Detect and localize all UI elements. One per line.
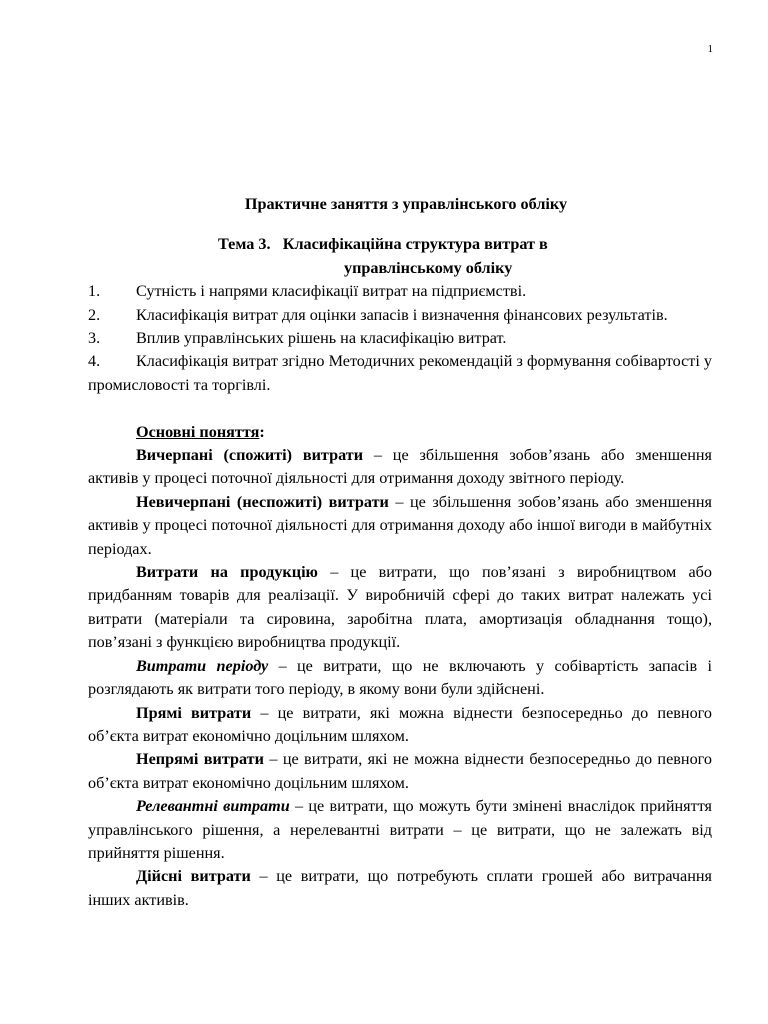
question-item — [88, 304, 712, 327]
question-number: 4. — [88, 352, 101, 371]
definition-term: Вичерпані (спожиті) витрати — [136, 446, 364, 465]
definition-paragraph — [88, 795, 712, 865]
question-text: Класифікація витрат згідно Методичних рекомендацій з формування собівартості у промисловості та торгівлі. — [88, 352, 712, 394]
definition-paragraph — [88, 561, 712, 655]
question-number: 3. — [88, 329, 101, 348]
definition-text: – це витрати, які не можна віднести безпосередньо до певного об’єкта витрат економічно доцільним шляхом. — [88, 750, 712, 792]
definition-paragraph — [88, 748, 712, 795]
concepts-heading-colon: : — [259, 422, 265, 441]
topic-title-line-2: управлінському обліку — [344, 258, 513, 277]
definition-term: Прямі витрати — [136, 703, 252, 722]
definition-text: – це витрати, які можна віднести безпосередньо до певного об’єкта витрат економічно доцільним шляхом. — [88, 703, 712, 745]
definition-term: Витрати періоду — [136, 656, 269, 675]
definition-term: Непрямі витрати — [136, 750, 264, 769]
topic-title-line-1: Тема 3. Класифікаційна структура витрат в — [218, 235, 548, 254]
question-text: Вплив управлінських рішень на класифікацію витрат. — [136, 329, 507, 348]
page-title: Практичне заняття з управлінського обліку — [244, 195, 568, 213]
definition-paragraph — [88, 491, 712, 561]
page-number: 1 — [707, 43, 713, 55]
definition-text: – це витрати, що пов’язані з виробництвом або придбанням товарів для реалізації. У виробничій сфері до таких витрат належать усі витрати (матеріали та сировина, заробітна плата, амортизація обладнання тощо), пов’язані з функцією виробництва продукції. — [88, 563, 712, 652]
definition-paragraph — [88, 444, 712, 491]
definition-term: Невичерпані (неспожиті) витрати — [136, 492, 389, 511]
definition-paragraph — [88, 865, 712, 912]
question-item — [88, 327, 712, 350]
definition-text: – це витрати, що потребують сплати грошей або витрачання інших активів. — [88, 867, 712, 909]
question-number: 1. — [88, 282, 101, 301]
question-item — [88, 350, 712, 397]
definition-paragraph — [88, 702, 712, 749]
question-text: Сутність і напрями класифікації витрат на підприємстві. — [136, 282, 527, 301]
spacer — [88, 397, 712, 420]
concepts-heading — [88, 421, 712, 444]
questions-list — [88, 280, 712, 397]
document-body — [88, 193, 712, 912]
concepts-heading-text: Основні поняття — [136, 422, 260, 441]
question-number: 2. — [88, 305, 101, 324]
question-item — [88, 280, 712, 303]
question-text: Класифікація витрат для оцінки запасів і визначення фінансових результатів. — [136, 305, 668, 324]
definition-text: – це витрати, що не включають у собівартість запасів і розглядають як витрати того періоду, в якому вони були здійснені. — [88, 656, 712, 699]
definition-paragraph — [88, 655, 712, 702]
definition-term: Релевантні витрати — [136, 797, 290, 816]
definition-text: – це збільшення зобов’язань або зменшення активів у процесі поточної діяльності для отримання доходу звітного періоду. — [88, 446, 713, 488]
definition-text: – це витрати, що можуть бути змінені внаслідок прийняття управлінського рішення, а нерелевантні витрати – це витрати, що не залежать від прийняття рішення. — [88, 797, 712, 862]
definition-text: – це збільшення зобов’язань або зменшення активів у процесі поточної діяльності для отримання доходу або іншої вигоди в майбутніх періодах. — [88, 492, 712, 558]
definition-term: Витрати на продукцію — [136, 563, 318, 582]
definition-term: Дійсні витрати — [136, 867, 251, 886]
